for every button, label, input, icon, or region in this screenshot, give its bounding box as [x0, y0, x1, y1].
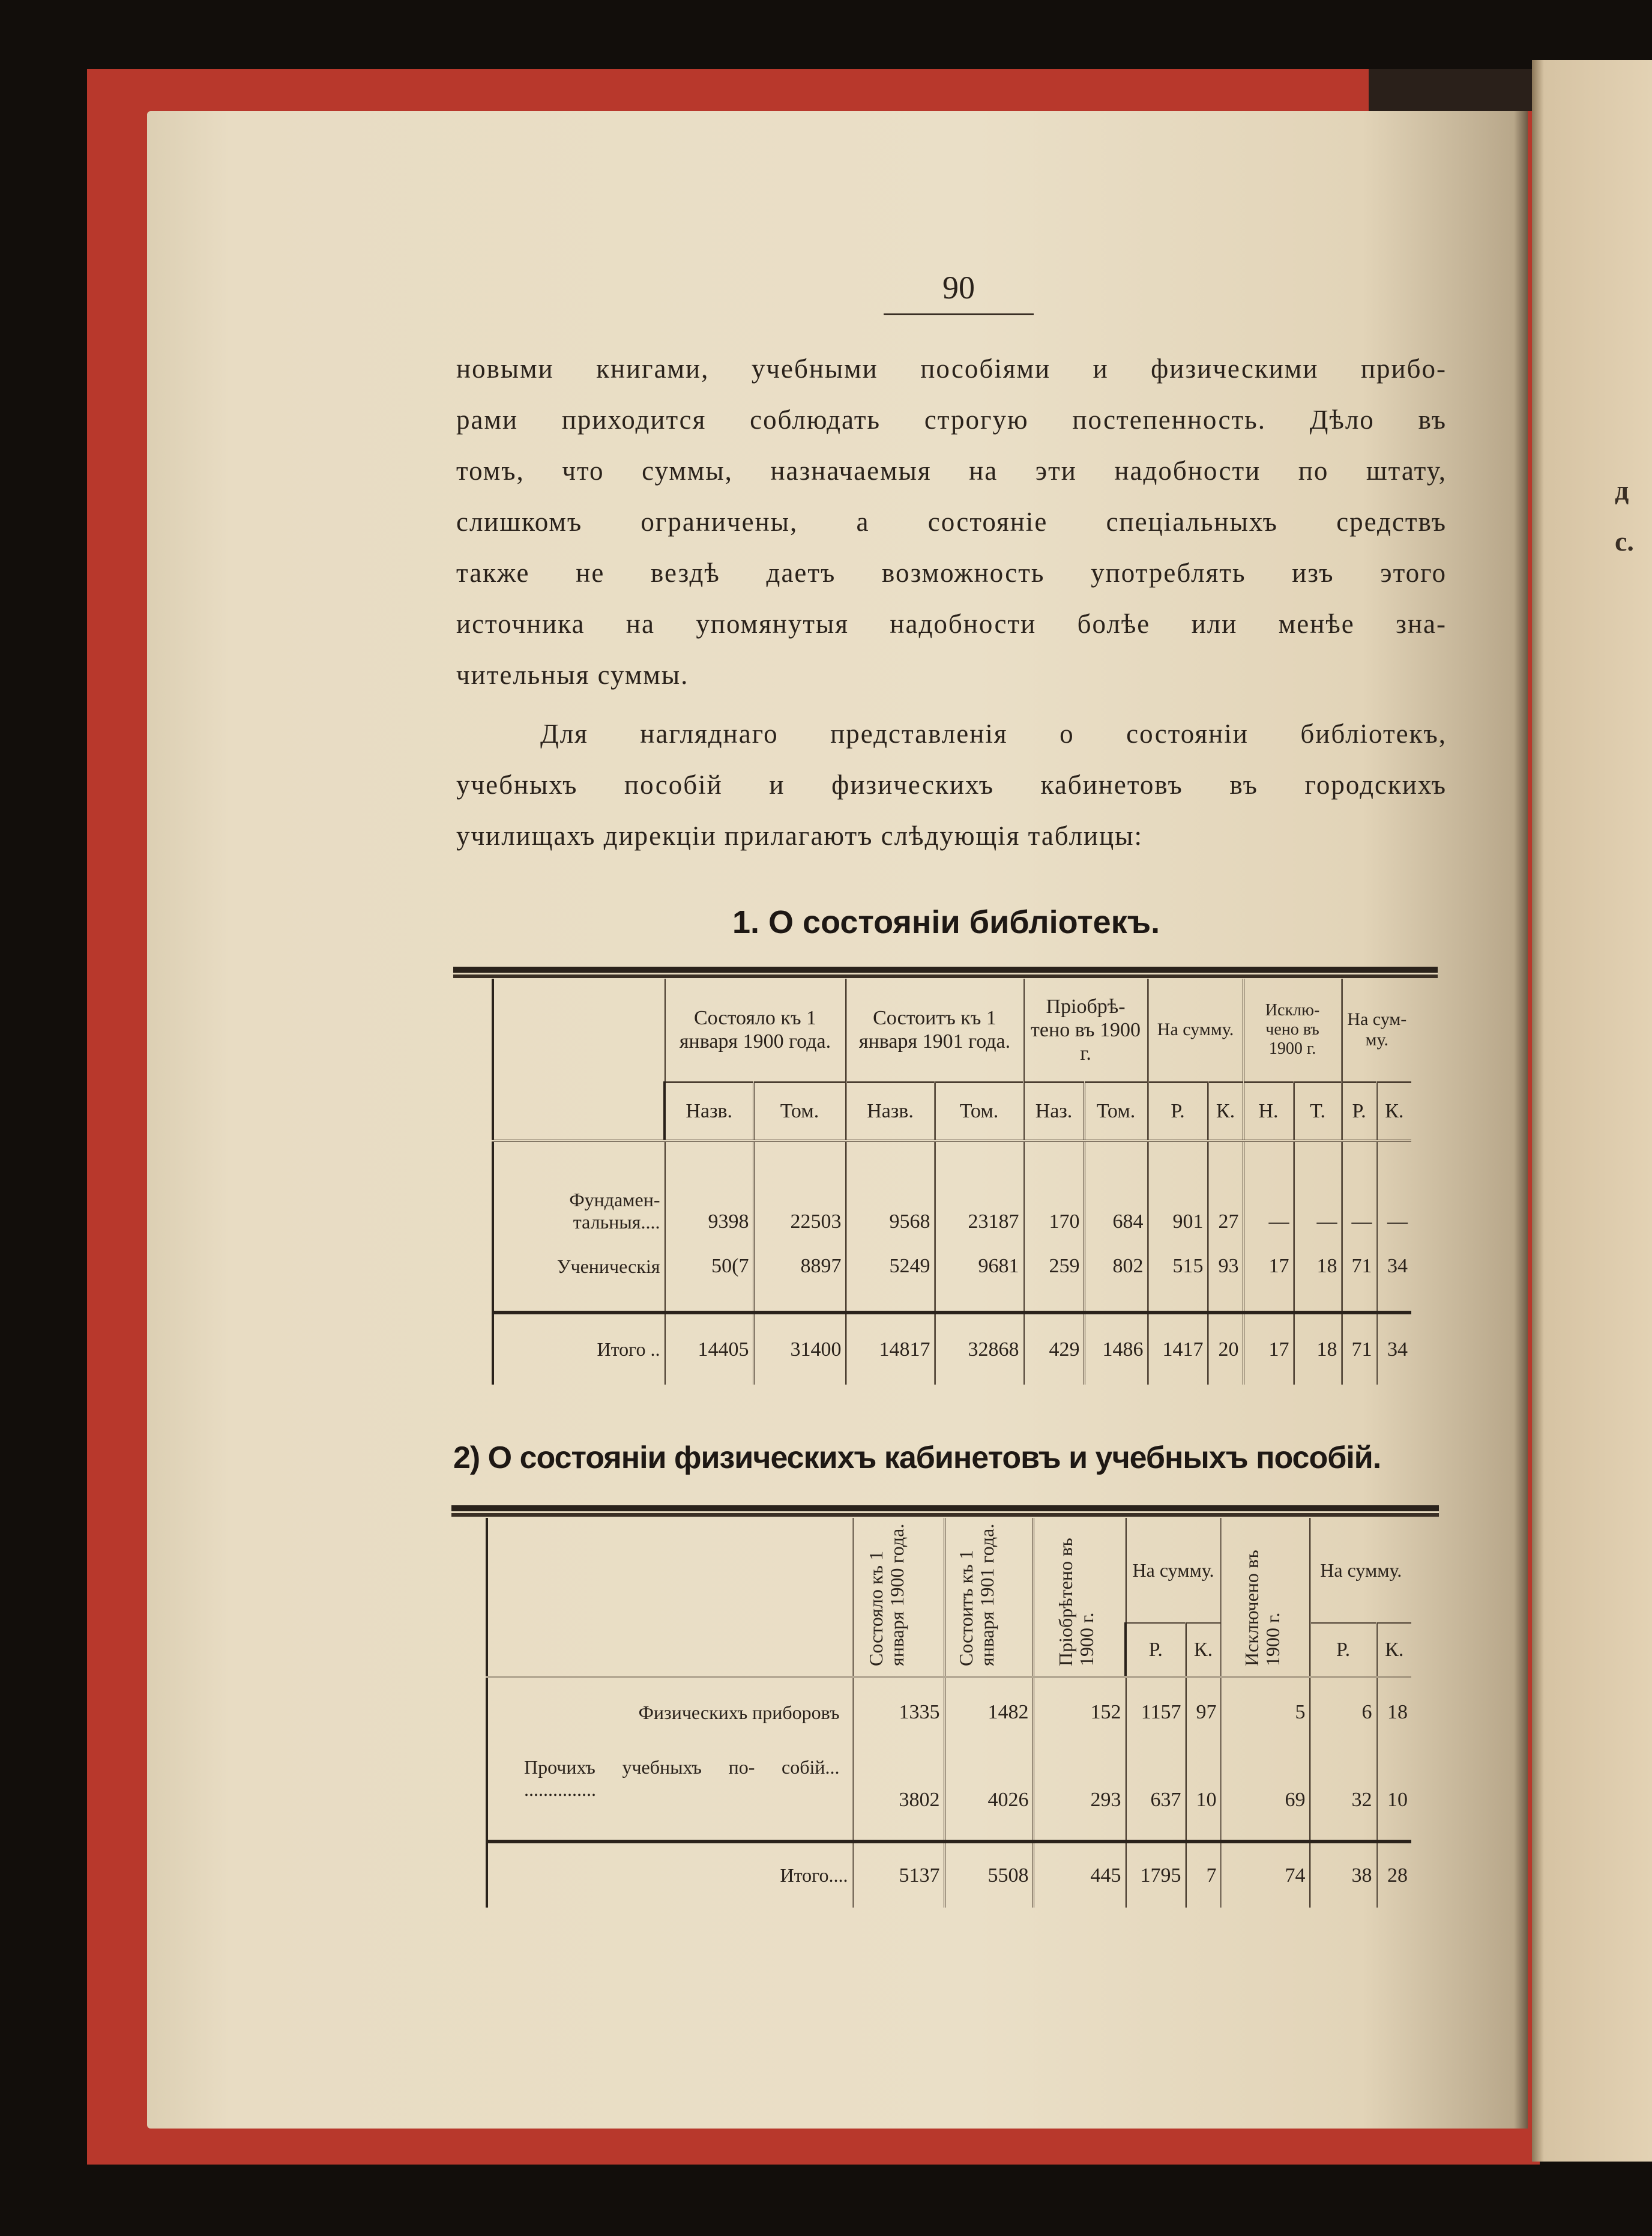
- cell: 170: [1023, 1149, 1084, 1239]
- cell: 28: [1376, 1842, 1411, 1908]
- next-page-fragment: с.: [1615, 526, 1634, 557]
- cell: 684: [1084, 1149, 1148, 1239]
- page-number: 90: [942, 270, 975, 306]
- next-page-fragment: д: [1615, 475, 1629, 506]
- cell: —: [1243, 1149, 1294, 1239]
- cell: 5: [1221, 1685, 1310, 1739]
- library-table: [492, 979, 1411, 1385]
- text-line: слишкомъ ограничены, а состояніе спеціальныхъ средствъ: [456, 507, 1447, 537]
- cell: 9398: [665, 1149, 753, 1239]
- subheader: Р.: [1148, 1082, 1208, 1141]
- cell: 1486: [1084, 1313, 1148, 1385]
- cell: 1795: [1126, 1842, 1186, 1908]
- cell: 23187: [935, 1149, 1023, 1239]
- header-blank: [487, 1518, 852, 1677]
- cell: —: [1376, 1149, 1411, 1239]
- table-row: [487, 1739, 1411, 1818]
- subheader: К.: [1208, 1082, 1243, 1141]
- table-row: [493, 1149, 1411, 1239]
- subheader: Назв.: [846, 1082, 935, 1141]
- row-label: Прочихъ учебныхъ по- собій... ...............: [487, 1739, 852, 1818]
- subheader: Р.: [1126, 1623, 1186, 1677]
- subheader: Р.: [1342, 1082, 1376, 1141]
- cell: 32: [1310, 1739, 1376, 1818]
- cell: —: [1294, 1149, 1342, 1239]
- cell: 5137: [852, 1842, 944, 1908]
- cell: 18: [1294, 1239, 1342, 1293]
- total-row: [487, 1842, 1411, 1908]
- cell: 34: [1376, 1239, 1411, 1293]
- header-blank: [493, 979, 665, 1141]
- cell: 293: [1033, 1739, 1126, 1818]
- cell: 17: [1243, 1239, 1294, 1293]
- table-row: [487, 1685, 1411, 1739]
- subheader: Н.: [1243, 1082, 1294, 1141]
- subheader: Том.: [753, 1082, 846, 1141]
- text-line: источника на упомянутыя надобности болѣе или менѣе зна-: [456, 609, 1447, 639]
- column-header: Исключено въ 1900 г.: [1221, 1518, 1310, 1677]
- subheader: К.: [1376, 1623, 1411, 1677]
- cell: 22503: [753, 1149, 846, 1239]
- cell: 901: [1148, 1149, 1208, 1239]
- cell: 17: [1243, 1313, 1294, 1385]
- subheader: К.: [1376, 1082, 1411, 1141]
- cell: 9681: [935, 1239, 1023, 1293]
- cell: 5508: [944, 1842, 1033, 1908]
- column-header: Состоитъ къ 1 января 1901 года.: [944, 1518, 1033, 1677]
- column-header: Состояло къ 1 января 1900 года.: [665, 979, 846, 1082]
- text-line: учебныхъ пособій и физическихъ кабинетовъ въ городскихъ: [456, 770, 1447, 800]
- cell: 1482: [944, 1685, 1033, 1739]
- cell: 7: [1186, 1842, 1221, 1908]
- text-line: училищахъ дирекціи прилагаютъ слѣдующія таблицы:: [456, 821, 1143, 851]
- column-header: На сумму.: [1310, 1518, 1411, 1623]
- cell: 9568: [846, 1149, 935, 1239]
- table2-top-rule: [451, 1505, 1439, 1513]
- next-page: [1532, 60, 1652, 2162]
- cell: 3802: [852, 1739, 944, 1818]
- cell: 14405: [665, 1313, 753, 1385]
- cell: 32868: [935, 1313, 1023, 1385]
- cell: 515: [1148, 1239, 1208, 1293]
- column-header: Состоитъ къ 1 января 1901 года.: [846, 979, 1023, 1082]
- row-label: Итого ..: [493, 1313, 665, 1385]
- cell: 31400: [753, 1313, 846, 1385]
- cell: 1335: [852, 1685, 944, 1739]
- column-header: На сумму.: [1126, 1518, 1221, 1623]
- text-line: новыми книгами, учебными пособіями и физическими прибо-: [456, 354, 1447, 384]
- subheader: Назв.: [665, 1082, 753, 1141]
- text-line: чительныя суммы.: [456, 660, 689, 690]
- column-header: Пріобрѣ- тено въ 1900 г.: [1023, 979, 1148, 1082]
- table2-title: 2) О состояніи физическихъ кабинетовъ и учебныхъ пособій.: [453, 1440, 1381, 1475]
- cell: 10: [1376, 1739, 1411, 1818]
- table1-top-rule: [453, 967, 1438, 974]
- cell: 27: [1208, 1149, 1243, 1239]
- column-header: На сум- му.: [1342, 979, 1411, 1082]
- subheader: Р.: [1310, 1623, 1376, 1677]
- cell: 34: [1376, 1313, 1411, 1385]
- subheader: Наз.: [1023, 1082, 1084, 1141]
- row-label: Итого....: [487, 1842, 852, 1908]
- cell: 74: [1221, 1842, 1310, 1908]
- cell: 6: [1310, 1685, 1376, 1739]
- cell: 10: [1186, 1739, 1221, 1818]
- cell: 18: [1376, 1685, 1411, 1739]
- cell: 429: [1023, 1313, 1084, 1385]
- text-line: Для нагляднаго представленія о состояніи библіотекъ,: [540, 719, 1447, 749]
- subheader: Том.: [1084, 1082, 1148, 1141]
- cell: 152: [1033, 1685, 1126, 1739]
- cell: 97: [1186, 1685, 1221, 1739]
- cell: 18: [1294, 1313, 1342, 1385]
- row-label: Фундамен- тальныя....: [493, 1149, 665, 1239]
- cell: 38: [1310, 1842, 1376, 1908]
- cell: 802: [1084, 1239, 1148, 1293]
- column-header: Пріобрѣтено въ 1900 г.: [1033, 1518, 1126, 1677]
- cell: 259: [1023, 1239, 1084, 1293]
- physics-cabinets-table: [486, 1518, 1411, 1908]
- cell: 71: [1342, 1239, 1376, 1293]
- text-line: рами приходится соблюдать строгую постепенность. Дѣло въ: [456, 405, 1447, 435]
- text-line: томъ, что суммы, назначаемыя на эти надобности по штату,: [456, 456, 1447, 486]
- total-row: [493, 1313, 1411, 1385]
- text-line: также не вездѣ даетъ возможность употреблять изъ этого: [456, 558, 1447, 588]
- cell: 93: [1208, 1239, 1243, 1293]
- cell: 20: [1208, 1313, 1243, 1385]
- cell: 8897: [753, 1239, 846, 1293]
- subheader: Т.: [1294, 1082, 1342, 1141]
- cell: —: [1342, 1149, 1376, 1239]
- page-number-rule: [884, 313, 1034, 315]
- cell: 14817: [846, 1313, 935, 1385]
- column-header: Исклю- чено въ 1900 г.: [1243, 979, 1342, 1082]
- cell: 1157: [1126, 1685, 1186, 1739]
- column-header: Состояло къ 1 января 1900 года.: [852, 1518, 944, 1677]
- cell: 5249: [846, 1239, 935, 1293]
- subheader: К.: [1186, 1623, 1221, 1677]
- row-label: Ученическія: [493, 1239, 665, 1293]
- cell: 50(7: [665, 1239, 753, 1293]
- subheader: Том.: [935, 1082, 1023, 1141]
- cell: 4026: [944, 1739, 1033, 1818]
- cell: 445: [1033, 1842, 1126, 1908]
- table1-title: 1. О состояніи библіотекъ.: [732, 904, 1160, 940]
- column-header: На сумму.: [1148, 979, 1243, 1082]
- table-row: [493, 1239, 1411, 1293]
- cell: 1417: [1148, 1313, 1208, 1385]
- cell: 71: [1342, 1313, 1376, 1385]
- cell: 69: [1221, 1739, 1310, 1818]
- row-label: Физическихъ приборовъ: [487, 1685, 852, 1739]
- cell: 637: [1126, 1739, 1186, 1818]
